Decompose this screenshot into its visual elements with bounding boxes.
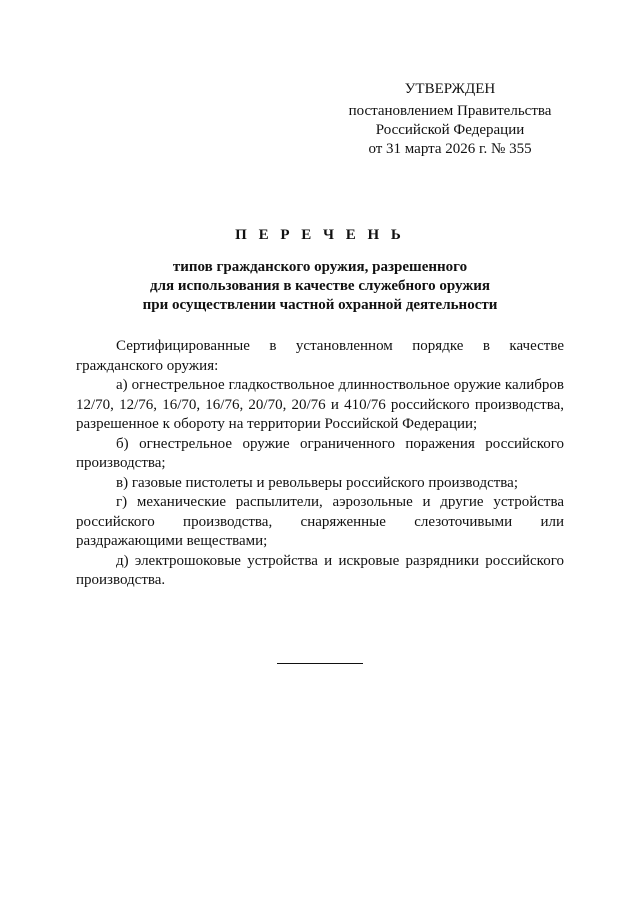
approval-date-line: от 31 марта 2026 г. № 355: [368, 141, 532, 157]
list-item-c: в) газовые пистолеты и револьверы российского производства;: [116, 474, 519, 491]
subtitle-line: для использования в качестве служебного оружия: [150, 278, 490, 294]
intro-paragraph: Сертифицированные в установленном порядке в качестве гражданского оружия:: [76, 338, 564, 374]
approval-heading: УТВЕРЖДЕН: [404, 81, 496, 97]
subtitle-line: при осуществлении частной охранной деятельности: [142, 297, 498, 313]
document-title: [60, 227, 580, 315]
approval-line: Российской Федерации: [375, 122, 525, 138]
list-item-a: а) огнестрельное гладкоствольное длинноствольное оружие калибров 12/70, 12/76, 16/70, 16/76, 20/70, 20/76 и 410/76 российского производства, разрешенное к обороту на территории Российской Федерации;: [76, 377, 564, 432]
end-divider: [277, 663, 363, 664]
subtitle-line: типов гражданского оружия, разрешенного: [172, 259, 468, 275]
list-item-d: г) механические распылители, аэрозольные и другие устройства российского производства, снаряженные слезоточивыми или раздражающими веществами;: [76, 494, 564, 549]
document-body: [76, 337, 564, 591]
list-item-e: д) электрошоковые устройства и искровые разрядники российского производства.: [76, 552, 564, 588]
approval-stamp: [330, 80, 570, 159]
title-subtitle: [60, 258, 580, 315]
list-item-b: б) огнестрельное оружие ограниченного поражения российского производства;: [76, 435, 564, 471]
title-heading: П Е Р Е Ч Е Н Ь: [235, 227, 405, 243]
approval-line: постановлением Правительства: [348, 103, 552, 119]
